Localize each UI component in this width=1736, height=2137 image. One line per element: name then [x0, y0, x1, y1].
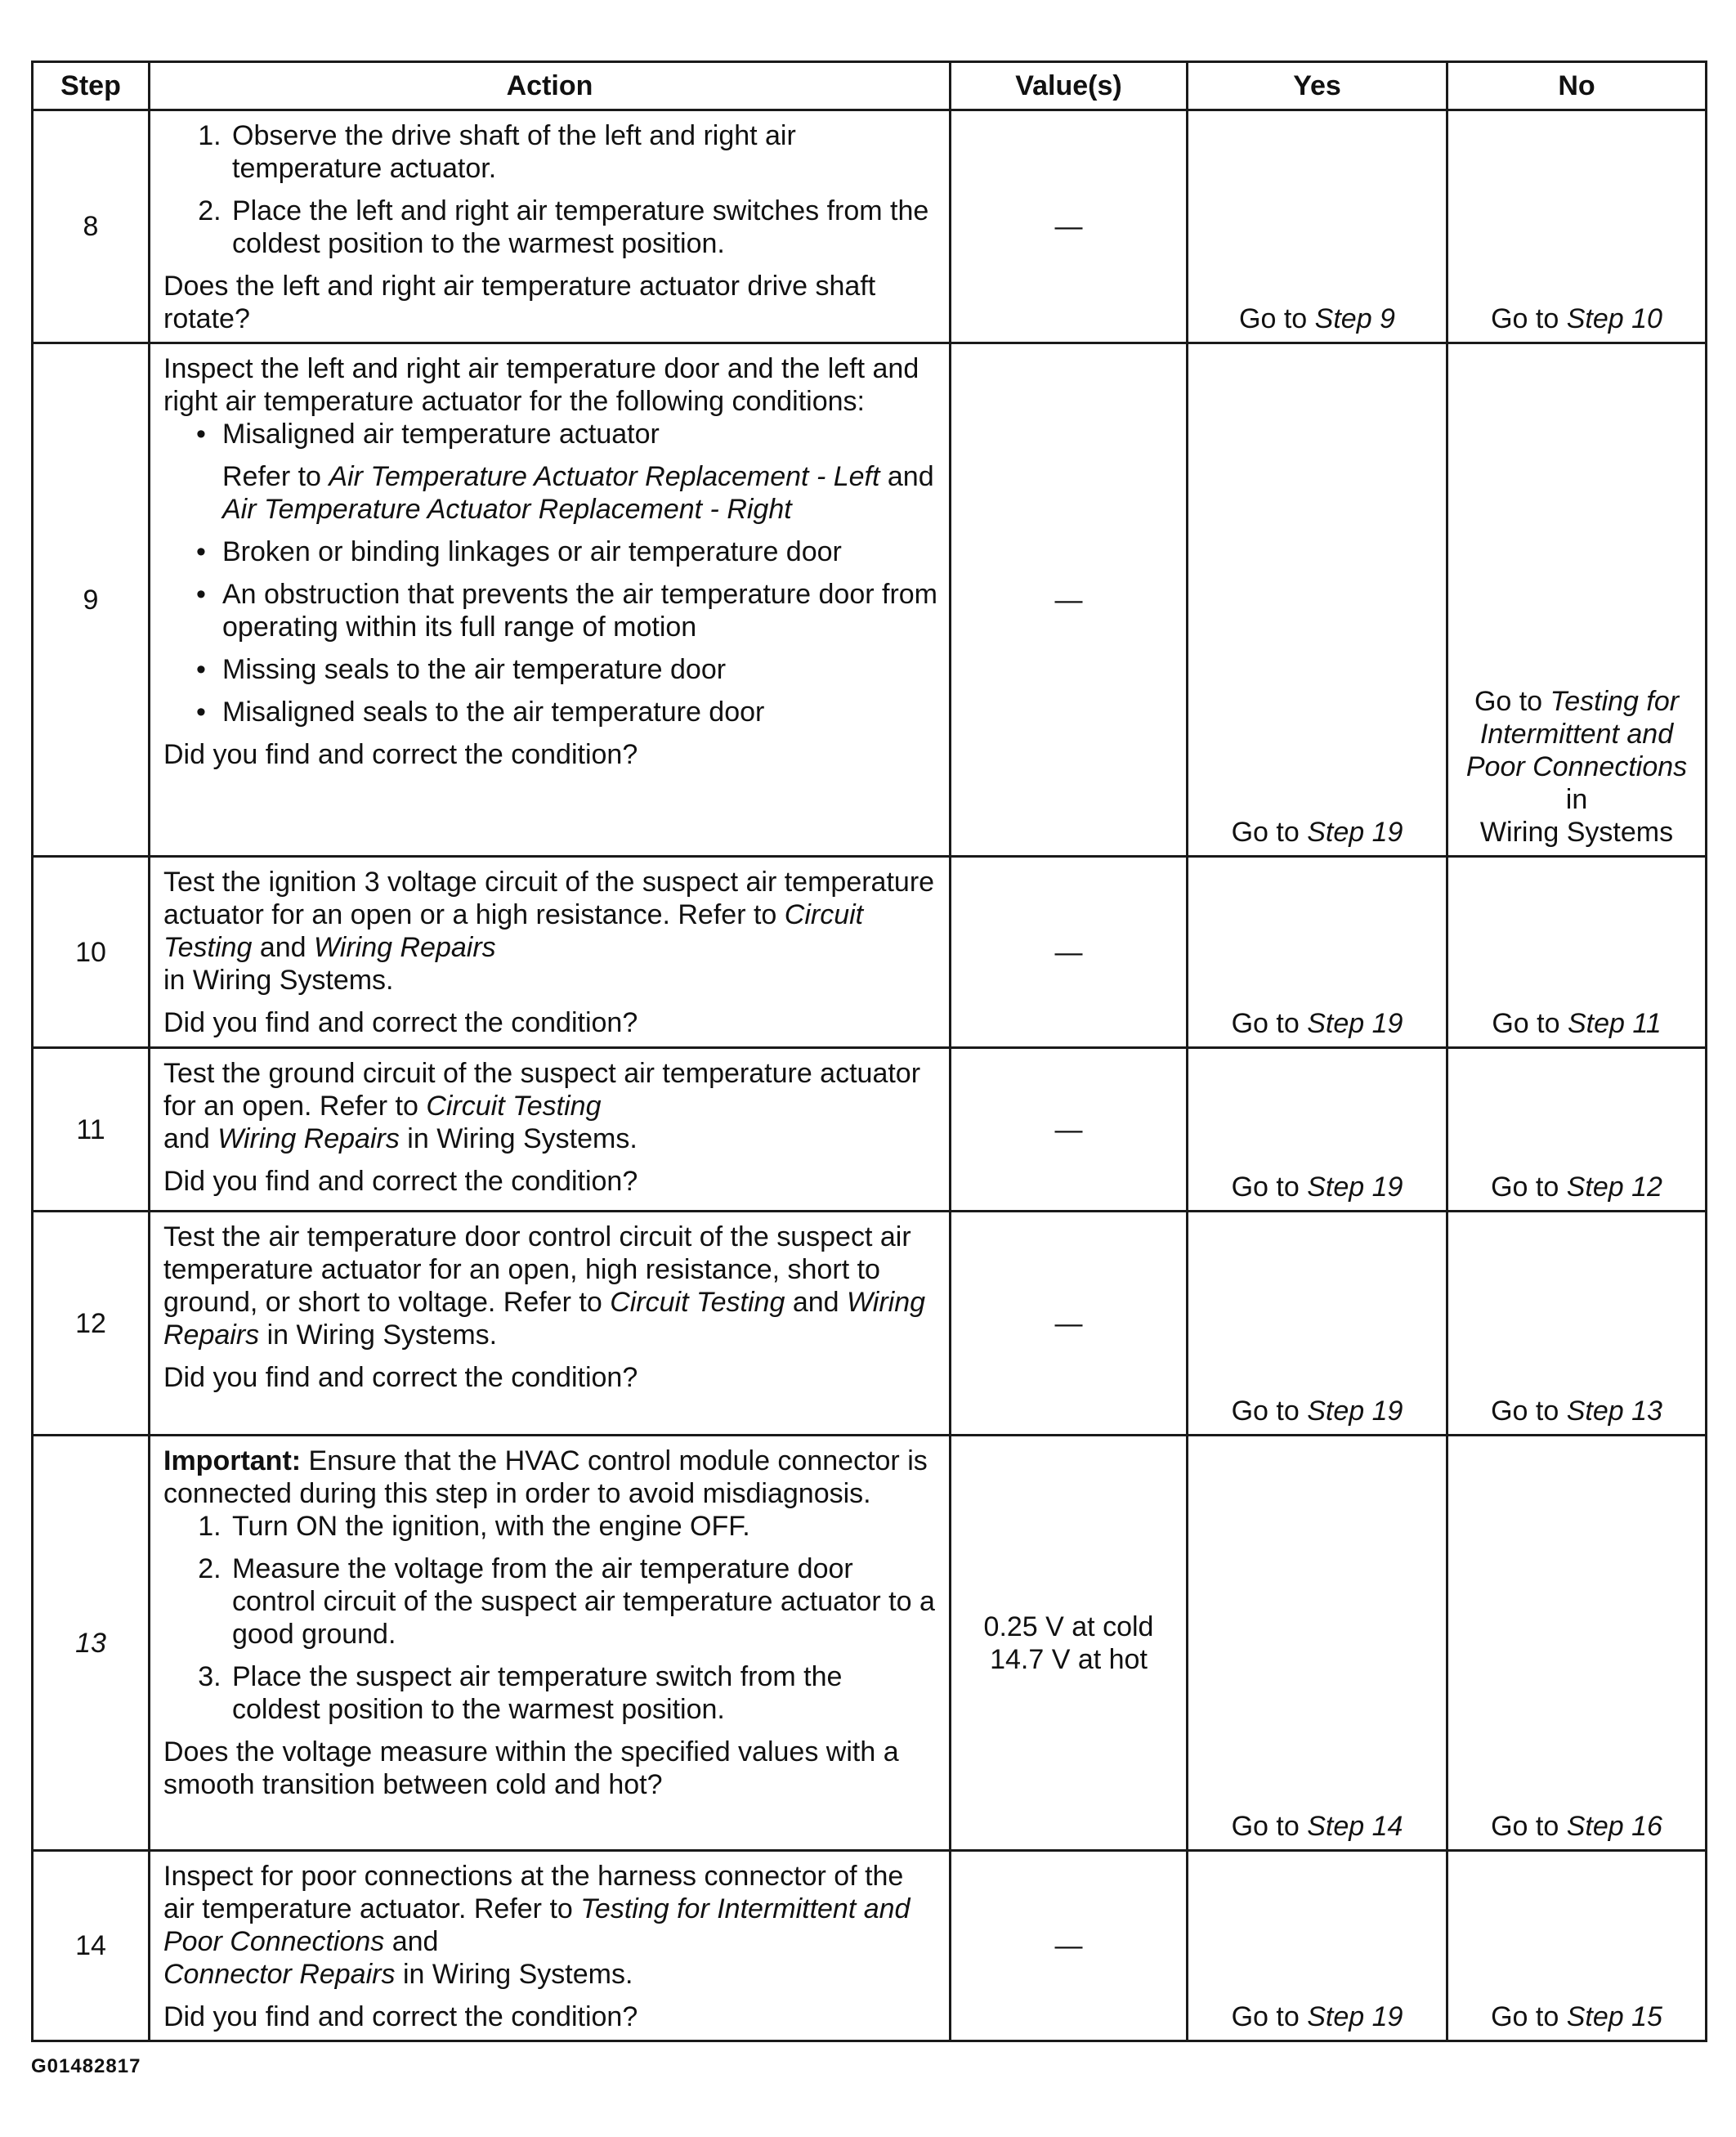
yes-step-link[interactable]: Step 19 — [1307, 1172, 1403, 1203]
step-number: 14 — [33, 1851, 150, 2041]
list-item — [196, 535, 937, 568]
header-yes: Yes — [1188, 62, 1447, 110]
table-row — [33, 857, 1707, 1048]
yes-step-link[interactable]: Step 19 — [1307, 2001, 1403, 2032]
action-text-part: in Wiring Systems. — [163, 965, 394, 996]
action-text-part: Test the air temperature door control circuit of the suspect air temperature actuator for an open, high resistance, short to ground, or short to voltage. Refer to — [163, 1221, 911, 1318]
no-cell — [1447, 1212, 1707, 1436]
bullet-icon: • — [196, 579, 206, 610]
list-item — [196, 418, 937, 526]
value-dash: — — [1054, 1307, 1083, 1339]
yes-prefix: Go to — [1231, 817, 1300, 848]
no-step-link[interactable]: Step 16 — [1566, 1811, 1662, 1842]
list-item: 1. Observe the drive shaft of the left and right air temperature actuator. — [229, 119, 937, 185]
action-text — [163, 1057, 937, 1155]
action-text — [163, 1860, 937, 1991]
step-number: 13 — [33, 1436, 150, 1851]
list-item — [196, 696, 937, 728]
refer-link[interactable]: Wiring Repairs — [314, 932, 496, 963]
table-row — [33, 1048, 1707, 1212]
action-cell — [150, 1851, 951, 2041]
refer-link[interactable]: Wiring Repairs — [217, 1123, 400, 1154]
list-item: 3. Place the suspect air temperature switch from the coldest position to the warmest position. — [229, 1660, 937, 1726]
list-item: 2. Measure the voltage from the air temperature door control circuit of the suspect air temperature actuator to a good ground. — [229, 1552, 937, 1651]
yes-step-link[interactable]: Step 9 — [1314, 303, 1395, 334]
no-step-link[interactable]: Step 15 — [1566, 2001, 1662, 2032]
refer-link[interactable]: Circuit Testing — [426, 1091, 602, 1122]
bullet-text: Broken or binding linkages or air temperature door — [222, 536, 842, 567]
list-item — [196, 653, 937, 686]
important-text: Ensure that the HVAC control module connector is connected during this step in order to avoid misdiagnosis. — [163, 1445, 928, 1509]
refer-and: and — [163, 1123, 210, 1154]
diagnostic-table — [31, 60, 1707, 2042]
yes-step-link[interactable]: Step 19 — [1307, 1008, 1403, 1039]
yes-prefix: Go to — [1231, 1396, 1300, 1427]
action-text-part: Test the ignition 3 voltage circuit of the suspect air temperature actuator for an open or a high resistance. Refer to — [163, 867, 935, 930]
refer-and: and — [887, 461, 934, 492]
yes-step-link[interactable]: Step 19 — [1307, 817, 1403, 848]
refer-link[interactable]: Circuit Testing — [610, 1287, 785, 1318]
action-text-part: in Wiring Systems. — [402, 1959, 633, 1990]
yes-cell — [1188, 857, 1447, 1048]
action-cell — [150, 110, 951, 343]
step-number: 9 — [33, 343, 150, 857]
refer-and: and — [259, 932, 306, 963]
refer-link[interactable]: Circuit Testing — [163, 899, 864, 963]
no-prefix: Go to — [1491, 1811, 1559, 1842]
no-prefix: Go to — [1474, 686, 1543, 717]
no-step-link[interactable]: Step 12 — [1566, 1172, 1662, 1203]
no-prefix: Go to — [1491, 303, 1559, 334]
step-number: 8 — [33, 110, 150, 343]
no-prefix: Go to — [1492, 1008, 1560, 1039]
value-line: 0.25 V at cold — [983, 1611, 1154, 1642]
bullet-text: Missing seals to the air temperature door — [222, 654, 727, 685]
question-text: Did you find and correct the condition? — [163, 1166, 638, 1197]
action-cell — [150, 857, 951, 1048]
refer-and: and — [391, 1926, 439, 1957]
yes-step-link[interactable]: Step 19 — [1307, 1396, 1403, 1427]
refer-link[interactable]: Testing for Intermittent and Poor Connections — [163, 1893, 911, 1957]
step-number: 11 — [33, 1048, 150, 1212]
value-cell — [951, 1436, 1188, 1851]
no-suffix: Wiring Systems — [1479, 817, 1674, 848]
no-suffix-in: in — [1565, 784, 1588, 815]
no-prefix: Go to — [1491, 2001, 1559, 2032]
bullet-icon: • — [196, 654, 206, 685]
yes-prefix: Go to — [1231, 1008, 1300, 1039]
value-dash: — — [1054, 936, 1083, 968]
value-dash: — — [1054, 584, 1083, 616]
question-text: Did you find and correct the condition? — [163, 2001, 638, 2032]
bullet-text: Misaligned air temperature actuator — [222, 419, 660, 450]
intro-text: Inspect the left and right air temperature door and the left and right air temperature actuator for the following conditions: — [163, 353, 919, 417]
yes-cell — [1188, 110, 1447, 343]
refer-link[interactable]: Wiring Repairs — [163, 1287, 926, 1351]
question-text: Does the left and right air temperature actuator drive shaft rotate? — [163, 271, 876, 334]
value-dash: — — [1054, 1930, 1083, 1961]
refer-prefix: Refer to — [222, 461, 321, 492]
refer-text — [222, 460, 937, 526]
no-cell — [1447, 110, 1707, 343]
yes-cell — [1188, 1212, 1447, 1436]
value-cell — [951, 343, 1188, 857]
action-cell — [150, 343, 951, 857]
yes-prefix: Go to — [1231, 1811, 1300, 1842]
value-cell — [951, 1851, 1188, 2041]
action-text — [163, 1221, 937, 1351]
yes-cell — [1188, 343, 1447, 857]
question-text: Did you find and correct the condition? — [163, 1362, 638, 1393]
action-text-part: in Wiring Systems. — [407, 1123, 638, 1154]
refer-link[interactable]: Air Temperature Actuator Replacement - Left — [329, 461, 880, 492]
no-prefix: Go to — [1491, 1172, 1559, 1203]
numbered-list — [163, 119, 937, 260]
bullet-text: Misaligned seals to the air temperature door — [222, 697, 765, 728]
action-text — [163, 866, 937, 997]
value-line: 14.7 V at hot — [990, 1643, 1148, 1675]
yes-prefix: Go to — [1239, 303, 1308, 334]
yes-step-link[interactable]: Step 14 — [1307, 1811, 1403, 1842]
header-values: Value(s) — [951, 62, 1188, 110]
table-row — [33, 1851, 1707, 2041]
yes-cell — [1188, 1436, 1447, 1851]
no-step-link[interactable]: Testing for Intermittent and Poor Connections — [1465, 686, 1688, 782]
yes-prefix: Go to — [1231, 1172, 1300, 1203]
header-row — [33, 62, 1707, 110]
bullet-text: An obstruction that prevents the air temperature door from operating within its full range of motion — [222, 579, 938, 643]
question-text: Does the voltage measure within the specified values with a smooth transition between cold and hot? — [163, 1736, 899, 1800]
figure-id: G01482817 — [31, 2055, 141, 2077]
table-row — [33, 1436, 1707, 1851]
no-step-link[interactable]: Step 11 — [1567, 1008, 1662, 1039]
step-number: 12 — [33, 1212, 150, 1436]
bullet-icon: • — [196, 536, 206, 567]
question-text: Did you find and correct the condition? — [163, 739, 638, 770]
header-step: Step — [33, 62, 150, 110]
important-label: Important: — [163, 1445, 302, 1476]
value-cell — [951, 1048, 1188, 1212]
value-dash: — — [1054, 211, 1083, 242]
action-cell — [150, 1048, 951, 1212]
value-dash: — — [1054, 1113, 1083, 1145]
value-cell — [951, 1212, 1188, 1436]
bullet-icon: • — [196, 419, 206, 450]
action-text-part: Inspect for poor connections at the harness connector of the air temperature actuator. Refer to — [163, 1861, 904, 1924]
table-row — [33, 343, 1707, 857]
value-cell — [951, 110, 1188, 343]
list-item: 1. Turn ON the ignition, with the engine OFF. — [229, 1510, 937, 1543]
no-cell — [1447, 1851, 1707, 2041]
no-cell — [1447, 857, 1707, 1048]
list-item — [196, 578, 937, 643]
step-number: 10 — [33, 857, 150, 1048]
list-item: 2. Place the left and right air temperature switches from the coldest position to the warmest position. — [229, 195, 937, 260]
refer-link[interactable]: Air Temperature Actuator Replacement - Right — [222, 494, 792, 525]
bullet-icon: • — [196, 697, 206, 728]
refer-and: and — [792, 1287, 839, 1318]
no-cell — [1447, 1048, 1707, 1212]
action-text-part: Test the ground circuit of the suspect air temperature actuator for an open. Refer to — [163, 1058, 921, 1122]
action-text-part: in Wiring Systems. — [266, 1319, 498, 1351]
header-action: Action — [150, 62, 951, 110]
no-cell — [1447, 343, 1707, 857]
header-no: No — [1447, 62, 1707, 110]
table-row — [33, 1212, 1707, 1436]
no-cell — [1447, 1436, 1707, 1851]
bullet-list — [163, 418, 937, 728]
question-text: Did you find and correct the condition? — [163, 1007, 638, 1038]
numbered-list — [163, 1510, 937, 1726]
action-cell — [150, 1436, 951, 1851]
action-cell — [150, 1212, 951, 1436]
refer-link[interactable]: Connector Repairs — [163, 1959, 396, 1990]
yes-prefix: Go to — [1231, 2001, 1300, 2032]
no-prefix: Go to — [1491, 1396, 1559, 1427]
no-step-link[interactable]: Step 10 — [1566, 303, 1662, 334]
yes-cell — [1188, 1851, 1447, 2041]
table-row — [33, 110, 1707, 343]
no-step-link[interactable]: Step 13 — [1566, 1396, 1662, 1427]
yes-cell — [1188, 1048, 1447, 1212]
important-note — [163, 1445, 937, 1510]
value-cell — [951, 857, 1188, 1048]
